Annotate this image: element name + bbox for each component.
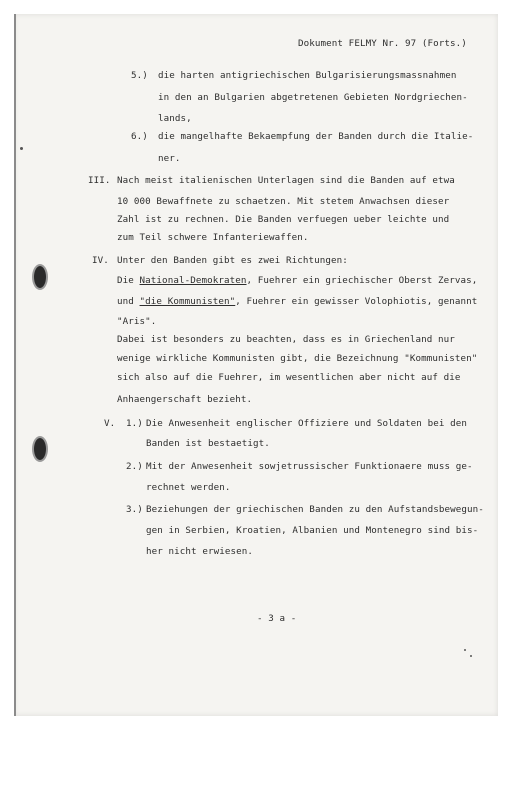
section-4-line-3: und "die Kommunisten", Fuehrer ein gewisser Volophiotis, genannt bbox=[117, 296, 478, 307]
national-democrats-underlined: National-Demokraten bbox=[139, 275, 247, 286]
section-5-point-2-line-1: Mit der Anwesenheit sowjetrussischer Funktionaere muss ge- bbox=[146, 461, 473, 472]
section-5-point-2-line-2: rechnet werden. bbox=[146, 482, 231, 493]
section-4-line-7: sich also auf die Fuehrer, im wesentlichen aber nicht auf die bbox=[117, 372, 461, 383]
item-5-line-1: die harten antigriechischen Bulgarisierungsmassnahmen bbox=[158, 70, 457, 81]
section-3-line-2: 10 000 Bewaffnete zu schaetzen. Mit stetem Anwachsen dieser bbox=[117, 196, 450, 207]
paper-speck bbox=[470, 655, 472, 657]
section-3-line-4: zum Teil schwere Infanteriewaffen. bbox=[117, 232, 309, 243]
page-continuation-mark: - 3 a - bbox=[257, 613, 297, 624]
section-5-point-1-number: 1.) bbox=[126, 418, 143, 429]
section-3-numeral: III. bbox=[88, 175, 111, 186]
paper-speck bbox=[464, 649, 466, 651]
section-5-point-1-line-2: Banden ist bestaetigt. bbox=[146, 438, 270, 449]
section-5-point-3-number: 3.) bbox=[126, 504, 143, 515]
document-page bbox=[14, 14, 498, 716]
section-5-point-3-line-2: gen in Serbien, Kroatien, Albanien und Montenegro sind bis- bbox=[146, 525, 479, 536]
document-reference: Dokument FELMY Nr. 97 (Forts.) bbox=[298, 38, 467, 49]
communists-underlined: "die Kommunisten" bbox=[139, 296, 236, 307]
section-4-numeral: IV. bbox=[92, 255, 109, 266]
item-6-line-1: die mangelhafte Bekaempfung der Banden durch die Italie- bbox=[158, 131, 474, 142]
section-3-line-3: Zahl ist zu rechnen. Die Banden verfuegen ueber leichte und bbox=[117, 214, 450, 225]
section-5-point-3-line-3: her nicht erwiesen. bbox=[146, 546, 253, 557]
section-4-line-5: Dabei ist besonders zu beachten, dass es in Griechenland nur bbox=[117, 334, 455, 345]
section-5-point-3-line-1: Beziehungen der griechischen Banden zu den Aufstandsbewegun- bbox=[146, 504, 484, 515]
section-4-line-1: Unter den Banden gibt es zwei Richtungen: bbox=[117, 255, 348, 266]
section-3-line-1: Nach meist italienischen Unterlagen sind die Banden auf etwa bbox=[117, 175, 455, 186]
section-4-line-4: "Aris". bbox=[117, 316, 157, 327]
item-5-line-2: in den an Bulgarien abgetretenen Gebieten Nordgriechen- bbox=[158, 92, 468, 103]
item-5-line-3: lands, bbox=[158, 113, 192, 124]
item-6-line-2: ner. bbox=[158, 153, 181, 164]
section-4-line-6: wenige wirkliche Kommunisten gibt, die Bezeichnung "Kommunisten" bbox=[117, 353, 478, 364]
section-5-point-2-number: 2.) bbox=[126, 461, 143, 472]
section-5-point-1-line-1: Die Anwesenheit englischer Offiziere und Soldaten bei den bbox=[146, 418, 467, 429]
section-5-numeral: V. bbox=[104, 418, 116, 429]
punch-hole-lower bbox=[32, 436, 48, 462]
section-4-line-8: Anhaengerschaft bezieht. bbox=[117, 394, 253, 405]
section-4-line-2: Die National-Demokraten, Fuehrer ein griechischer Oberst Zervas, bbox=[117, 275, 478, 286]
item-5-number: 5.) bbox=[131, 70, 148, 81]
paper-speck bbox=[20, 147, 23, 150]
punch-hole-upper bbox=[32, 264, 48, 290]
item-6-number: 6.) bbox=[131, 131, 148, 142]
page-edge bbox=[14, 14, 16, 716]
